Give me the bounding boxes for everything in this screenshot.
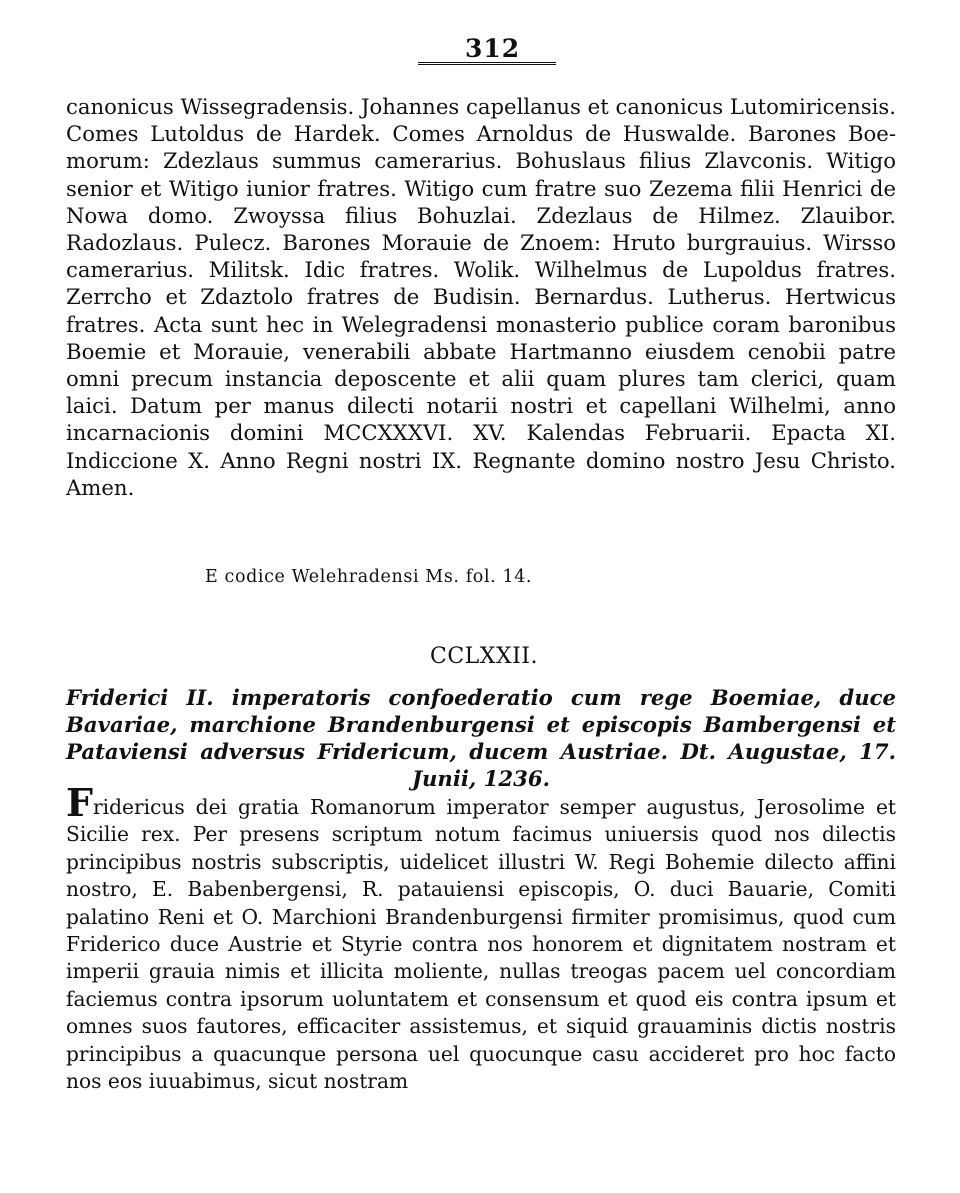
source-note: E codice Welehradensi Ms. fol. 14. — [205, 567, 533, 587]
charter-witness-paragraph: canonicus Wissegradensis. Johannes capellanus et canonicus Lutomiricensis. Comes Lutoldus de Hardek. Comes Arnoldus de Huswalde. Barones Boemorum: Zdezlaus summus camerarius. Bohuslaus filius Zlavconis. Witigo senior et Witigo iunior fratres. Witigo cum fratre suo Zezema filii Henrici de Nowa domo. Zwoyssa filius Bohuzlai. Zdezlaus de Hilmez. Zlauibor. Radozlaus. Pulecz. Barones Morauie de Znoem: Hruto burgrauius. Wirsso camerarius. Militsk. Idic fratres. Wolik. Wilhelmus de Lupoldus fratres. Zerrcho et Zdaztolo fratres de Budisin. Bernardus. Lutherus. Hertwicus fratres. Acta sunt hec in Welegradensi monasterio publice coram baronibus Boemie et Morauie, venerabili abbate Hartmanno eiusdem cenobii patre omni precum instancia deposcente et alii quam plures tam clerici, quam laici. Datum per manus dilecti notarii nostri et capellani Wilhelmi, anno incarnacionis domini MCCXXXVI. XV. Kalendas Februarii. Epacta XI. Indiccione X. Anno Regni nostri IX. Regnante domino nostro Jesu Christo. Amen. — [66, 94, 896, 500]
header-rule — [418, 62, 556, 65]
charter-body-paragraph — [66, 780, 896, 1095]
document-number: CCLXXII. — [430, 644, 538, 669]
document-title: Friderici II. imperatoris confoederatio cum rege Boemiae, duce Bavariae, marchione Brandenburgensi et episcopis Bambergensi et Pataviensi adversus Fridericum, ducem Austriae. Dt. Augustae, 17. Junii, 1236. — [66, 685, 896, 791]
drop-initial: F — [66, 780, 93, 825]
charter-body-text: ridericus dei gratia Romanorum imperator semper augustus, Jerosolime et Sicilie rex. Per presens scriptum notum facimus uniuersis quod nos dilectis principibus nostris subscriptis, uidelicet illustri W. Regi Bohemie dilecto affini nostro, E. Babenbergensi, R. patauiensi episcopis, O. duci Bauarie, Comiti palatino Reni et O. Marchioni Brandenburgensi firmiter promisimus, quod cum Friderico duce Austrie et Styrie contra nos honorem et dignitatem nostram et imperii grauia nimis et illicita moliente, nullas treogas pacem uel concordiam faciemus contra ipsorum uoluntatem et consensum et quod eis contra ipsum et omnes suos fautores, efficaciter assistemus, et siquid grauaminis dictis nostris principibus a quacunque persona uel quocunque casu accideret pro hoc facto nos eos iuuabimus, sicut nostram — [66, 795, 896, 1094]
page-number: 312 — [465, 34, 521, 63]
